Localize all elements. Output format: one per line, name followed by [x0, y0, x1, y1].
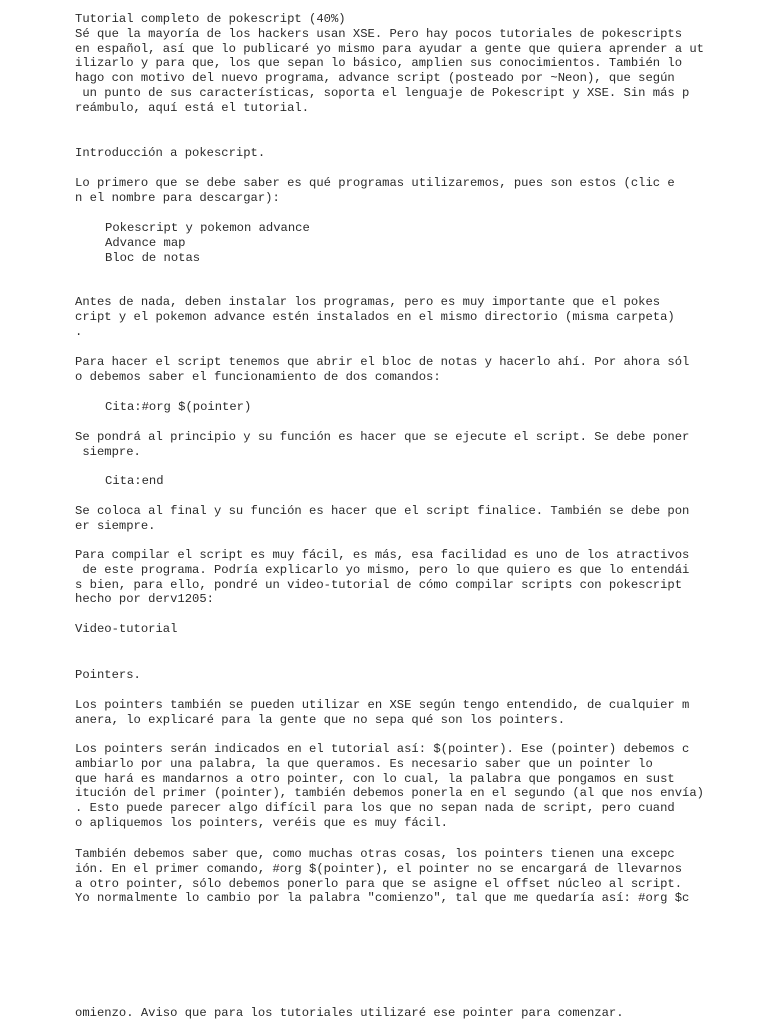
pointers-paragraph-3: También debemos saber que, como muchas otras cosas, los pointers tienen una excepc ión. En el primer comando, #org $(pointer), el pointer no se encargará de llevarnos a otro pointer, sólo debemos ponerlo para que se asigne el offset núcleo al script. Yo normalmente lo cambio por la palabra "comienzo", tal que me quedaría así: #org $c	[75, 847, 690, 906]
pointers-paragraph-1: Los pointers también se pueden utilizar en XSE según tengo entendido, de cualquier m anera, lo explicaré para la gente que no sepa qué son los pointers.	[75, 698, 690, 727]
program-item-pokescript: Pokescript y pokemon advance	[105, 221, 310, 235]
intro-paragraph: Sé que la mayoría de los hackers usan XSE. Pero hay pocos tutoriales de pokescripts en español, así que lo publicaré yo mismo para ayudar a gente que quiera aprender a ut ilizarlo y para que, los que sepan lo básico, amplien sus conocimientos. También lo hago con motivo del nuevo programa, advance script (posteado por ~Neon), que según un punto de sus características, soporta el lenguaje de Pokescript y XSE. Sin más p reámbulo, aquí está el tutorial.	[75, 26, 704, 115]
org-command-description: Se pondrá al principio y su función es hacer que se ejecute el script. Se debe poner siempre.	[75, 430, 690, 459]
programs-intro-paragraph: Lo primero que se debe saber es qué programas utilizaremos, pues son estos (clic e n el nombre para descargar):	[75, 176, 675, 205]
video-tutorial-label: Video-tutorial	[75, 622, 178, 636]
section-heading-pointers: Pointers.	[75, 668, 141, 682]
program-item-notepad: Bloc de notas	[105, 251, 201, 265]
program-item-advance-map: Advance map	[105, 236, 186, 250]
section-heading-intro: Introducción a pokescript.	[75, 146, 266, 160]
end-command-description: Se coloca al final y su función es hacer que el script finalice. También se debe pon er siempre.	[75, 504, 690, 533]
notepad-paragraph: Para hacer el script tenemos que abrir el bloc de notas y hacerlo ahí. Por ahora sól o debemos saber el funcionamiento de dos comandos:	[75, 355, 690, 384]
pointers-paragraph-2: Los pointers serán indicados en el tutorial así: $(pointer). Ese (pointer) debemos c ambiarlo por una palabra, la que queramos. Es necesario saber que un pointer lo que hará es mandarnos a otro pointer, con lo cual, la palabra que pongamos en sust itución del primer (pointer), también debemos ponerla en el segundo (al que nos envía) . Esto puede parecer algo difícil para los que no sepan nada de script, pero cuand o apliquemos los pointers, veréis que es muy fácil.	[75, 742, 704, 830]
compile-paragraph: Para compilar el script es muy fácil, es más, esa facilidad es uno de los atractivos de este programa. Podría explicarlo yo mismo, pero lo que quiero es que lo entendái s bien, para ello, pondré un video-tutorial de cómo compilar scripts con pokescript hecho por derv1205:	[75, 548, 690, 607]
quote-org-command: Cita:#org $(pointer)	[105, 400, 252, 414]
install-paragraph: Antes de nada, deben instalar los programas, pero es muy importante que el pokes cript y el pokemon advance estén instalados en el mismo directorio (misma carpeta) .	[75, 295, 675, 339]
pointers-paragraph-3-continued: omienzo. Aviso que para los tutoriales utilizaré ese pointer para comenzar.	[75, 1006, 624, 1020]
document-title: Tutorial completo de pokescript (40%)	[75, 12, 346, 26]
quote-end-command: Cita:end	[105, 474, 164, 488]
